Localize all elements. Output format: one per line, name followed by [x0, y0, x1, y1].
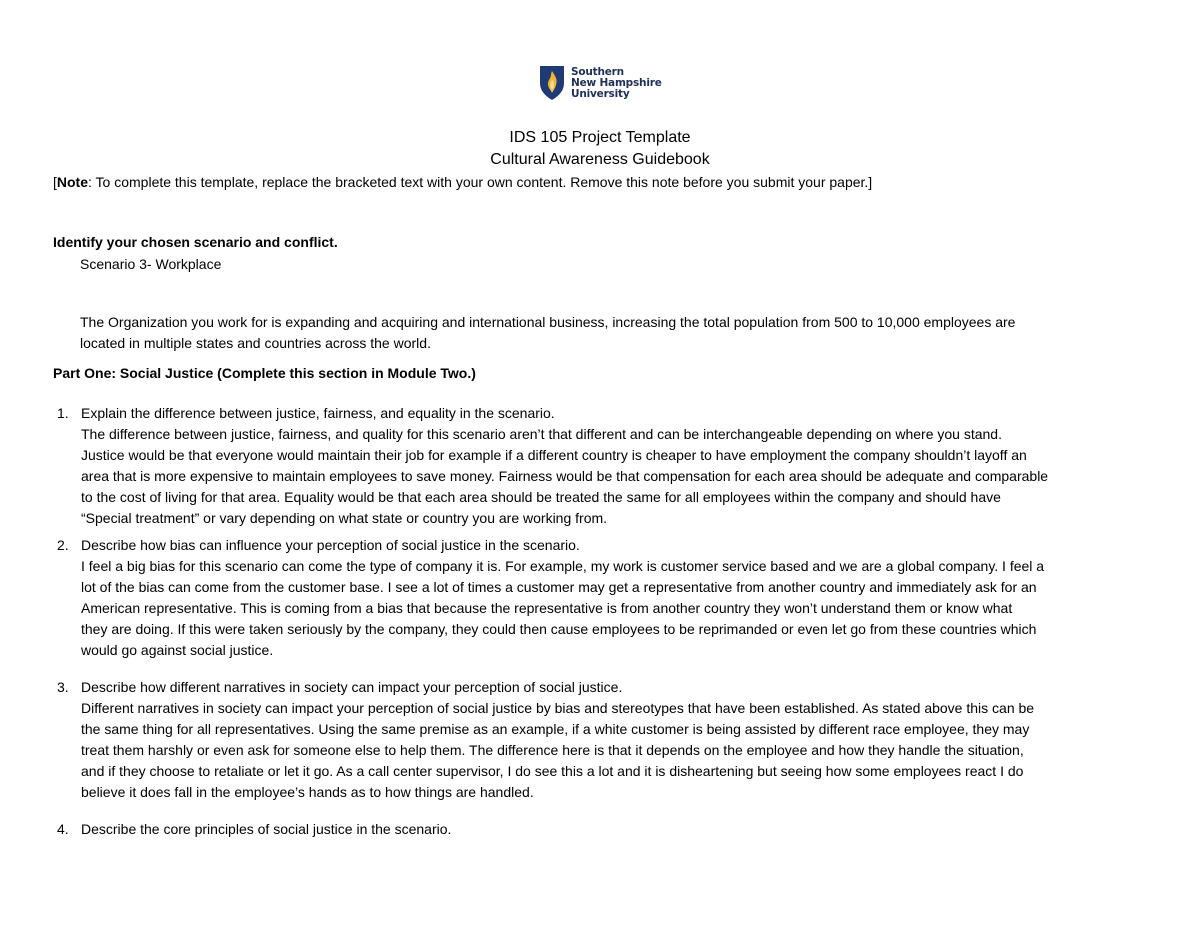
intro-line-1: The Organization you work for is expanding and acquiring and international business, increasing the total population from 500 to 10,000 employees are	[80, 314, 1016, 330]
template-note	[53, 172, 872, 193]
question-number: 1.	[57, 405, 69, 421]
question-2	[81, 535, 1044, 661]
answer-line: Justice would be that everyone would maintain their job for example if a different country is cheaper to have employment the company shouldn’t layoff an	[81, 447, 1027, 463]
part-one-heading: Part One: Social Justice (Complete this section in Module Two.)	[53, 365, 476, 381]
document-title	[0, 127, 1200, 171]
university-logo	[539, 64, 669, 102]
answer-line: the same thing for all representatives. Using the same premise as an example, if a white customer is being assisted by different race employee, they may	[81, 721, 1030, 737]
answer-line: lot of the bias can come from the customer base. I see a lot of times a customer may get a representative from another country and immediately ask for an	[81, 579, 1037, 595]
answer-line: American representative. This is coming from a bias that because the representative is from another country they won’t understand them or know what	[81, 600, 1013, 616]
logo-line-3: University	[571, 87, 630, 100]
answer-line: they are doing. If this were taken seriously by the company, they could then cause employees to be reprimanded or even let go from these countries which	[81, 621, 1037, 637]
title-line-2: Cultural Awareness Guidebook	[490, 151, 710, 168]
question-number: 4.	[57, 821, 69, 837]
answer-line: to the cost of living for that area. Equality would be that each area should be treated the same for all employees within the company and should have	[81, 489, 1001, 505]
scenario-heading: Identify your chosen scenario and conflict.	[53, 234, 338, 250]
answer-line: treat them harshly or even ask for someone else to help them. The difference here is that it depends on the employee and how they handle the situation,	[81, 742, 1024, 758]
question-4	[81, 819, 451, 840]
scenario-label: Scenario 3- Workplace	[80, 256, 222, 272]
question-prompt: Explain the difference between justice, fairness, and equality in the scenario.	[81, 405, 555, 421]
note-text: : To complete this template, replace the bracketed text with your own content. Remove this note before you submit your paper.]	[88, 174, 873, 190]
shield-flame-icon	[539, 65, 565, 101]
answer-line: believe it does fall in the employee’s hands as to how things are handled.	[81, 784, 534, 800]
question-number: 2.	[57, 537, 69, 553]
answer-line: would go against social justice.	[81, 642, 274, 658]
answer-line: “Special treatment” or vary depending on what state or country you are working from.	[81, 510, 608, 526]
question-number: 3.	[57, 679, 69, 695]
question-prompt: Describe how different narratives in society can impact your perception of social justice.	[81, 679, 623, 695]
question-prompt: Describe how bias can influence your perception of social justice in the scenario.	[81, 537, 580, 553]
title-line-1: IDS 105 Project Template	[509, 129, 691, 146]
intro-line-2: located in multiple states and countries across the world.	[80, 335, 431, 351]
scenario-intro	[80, 312, 1015, 354]
answer-line: area that is more expensive to maintain employees to save money. Fairness would be that compensation for each area should be adequate and comparable	[81, 468, 1049, 484]
logo-line-2: New Hampshire	[571, 76, 662, 89]
answer-line: I feel a big bias for this scenario can come the type of company it is. For example, my work is customer service based and we are a global company. I feel a	[81, 558, 1045, 574]
logo-line-1: Southern	[571, 65, 624, 78]
answer-line: Different narratives in society can impact your perception of social justice by bias and stereotypes that have been established. As stated above this can be	[81, 700, 1035, 716]
question-1	[81, 403, 1048, 529]
question-prompt: Describe the core principles of social justice in the scenario.	[81, 821, 452, 837]
answer-line: The difference between justice, fairness, and quality for this scenario aren’t that different and can be interchangeable depending on where you stand.	[81, 426, 1002, 442]
logo-wordmark	[571, 67, 662, 100]
answer-line: and if they choose to retaliate or let it go. As a call center supervisor, I do see this a lot and it is disheartening but seeing how some employees react I do	[81, 763, 1024, 779]
note-label: Note	[56, 174, 89, 190]
note-open-bracket: [	[53, 174, 57, 190]
question-3	[81, 677, 1034, 803]
